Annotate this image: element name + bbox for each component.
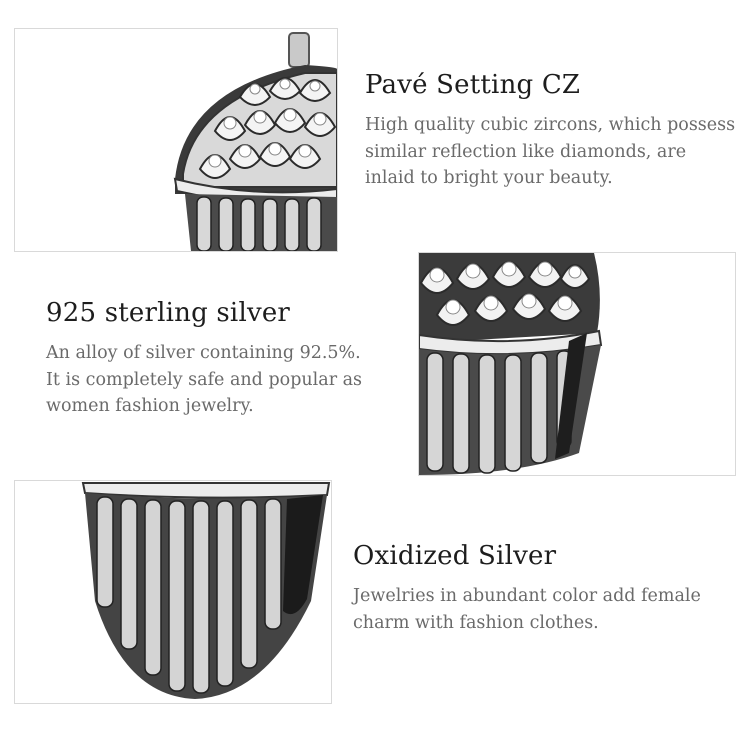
acorn-cap-illustration (15, 29, 337, 251)
acorn-bottom-illustration (15, 481, 331, 703)
product-image-bottom (14, 480, 332, 704)
description-line: An alloy of silver containing 92.5%. (46, 343, 361, 363)
feature-sterling-silver (46, 298, 406, 420)
feature-title: Pavé Setting CZ (365, 70, 581, 100)
acorn-side-illustration (419, 253, 735, 475)
feature-description (365, 112, 745, 192)
feature-pave-setting (365, 70, 745, 192)
description-line: women fashion jewelry. (46, 396, 254, 416)
description-line: Jewelries in abundant color add female (353, 586, 701, 606)
feature-oxidized-silver (353, 541, 743, 636)
description-line: similar reflection like diamonds, are (365, 141, 687, 162)
description-line: charm with fashion clothes. (353, 612, 599, 633)
product-image-cap (14, 28, 338, 252)
description-line: High quality cubic zircons, which possess (365, 115, 736, 135)
description-line: It is completely safe and popular as (46, 369, 363, 390)
product-image-side (418, 252, 736, 476)
description-line: inlaid to bright your beauty. (365, 168, 613, 188)
feature-description (46, 340, 406, 420)
feature-title: Oxidized Silver (353, 541, 557, 571)
feature-title: 925 sterling silver (46, 298, 291, 328)
feature-description (353, 583, 743, 636)
